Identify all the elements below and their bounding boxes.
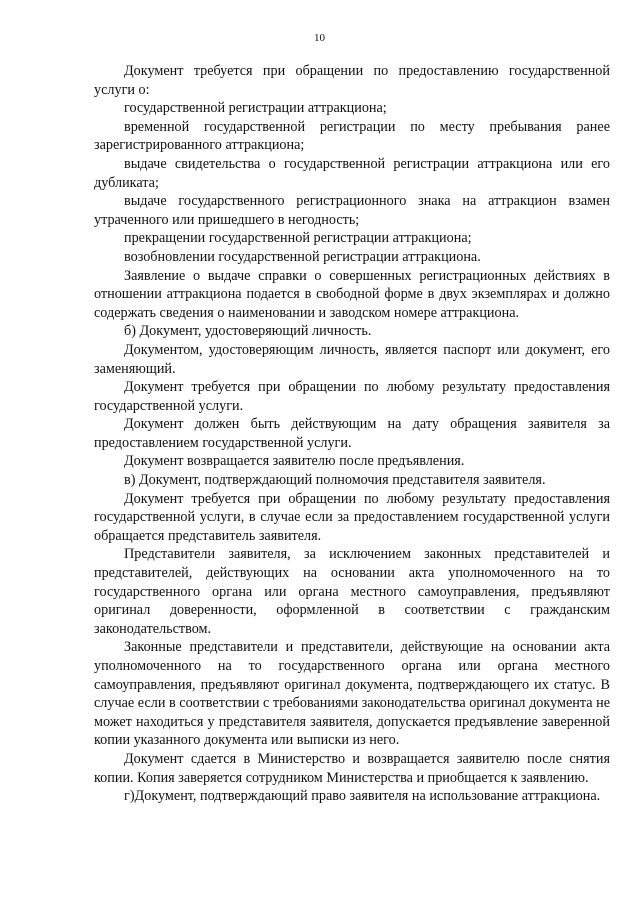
- paragraph: возобновлении государственной регистрации аттракциона.: [124, 248, 481, 265]
- paragraph: выдаче государственного регистрационного знака на аттракцион взамен утраченного или пришедшего в негодность;: [94, 193, 610, 228]
- page-number: 10: [314, 32, 325, 44]
- paragraph: Документ сдается в Министерство и возвращается заявителю после снятия копии. Копия заверяется сотрудником Министерства и приобщается к заявлению.: [94, 750, 610, 786]
- paragraph: Документ требуется при обращении по любому результату предоставления государственной услуги, в случае если за предоставлением государственной услуги обращается представитель заявителя.: [94, 490, 610, 544]
- paragraph: г)Документ, подтверждающий право заявителя на использование аттракциона.: [124, 788, 601, 805]
- paragraph: временной государственной регистрации по месту пребывания ранее зарегистрированного аттракциона;: [94, 118, 610, 154]
- paragraph: б) Документ, удостоверяющий личность.: [124, 323, 372, 340]
- document-body: [94, 62, 610, 806]
- paragraph: Документ возвращается заявителю после предъявления.: [124, 453, 465, 470]
- paragraph: Заявление о выдаче справки о совершенных регистрационных действиях в отношении аттракциона подается в свободной форме в двух экземплярах и должно содержать сведения о наименовании и заводском номере аттракциона.: [94, 267, 610, 321]
- paragraph: выдаче свидетельства о государственной регистрации аттракциона или его дубликата;: [94, 155, 610, 191]
- paragraph: государственной регистрации аттракциона;: [124, 100, 387, 117]
- paragraph: Законные представители и представители, действующие на основании акта уполномоченного на то государственного органа или органа местного самоуправления, предъявляют оригинал документа, подтверждающего их статус. В случае если в соответствии с требованиями законодательства оригинал документа не может находиться у представителя заявителя, допускается предъявление заверенной копии указанного документа или выписки из него.: [94, 639, 610, 749]
- paragraph: Представители заявителя, за исключением законных представителей и представителей, действующих на основании акта уполномоченного на то государственного органа или органа местного самоуправления, предъявляют оригинал доверенности, оформленной в соответствии с гражданским законодательством.: [94, 546, 610, 637]
- paragraph: прекращении государственной регистрации аттракциона;: [124, 230, 472, 247]
- paragraph: в) Документ, подтверждающий полномочия представителя заявителя.: [124, 472, 546, 489]
- paragraph: Документом, удостоверяющим личность, является паспорт или документ, его заменяющий.: [94, 341, 610, 377]
- paragraph: Документ требуется при обращении по предоставлению государственной услуги о:: [94, 63, 610, 98]
- paragraph: Документ должен быть действующим на дату обращения заявителя за предоставлением государственной услуги.: [94, 416, 610, 451]
- paragraph: Документ требуется при обращении по любому результату предоставления государственной услуги.: [94, 379, 610, 414]
